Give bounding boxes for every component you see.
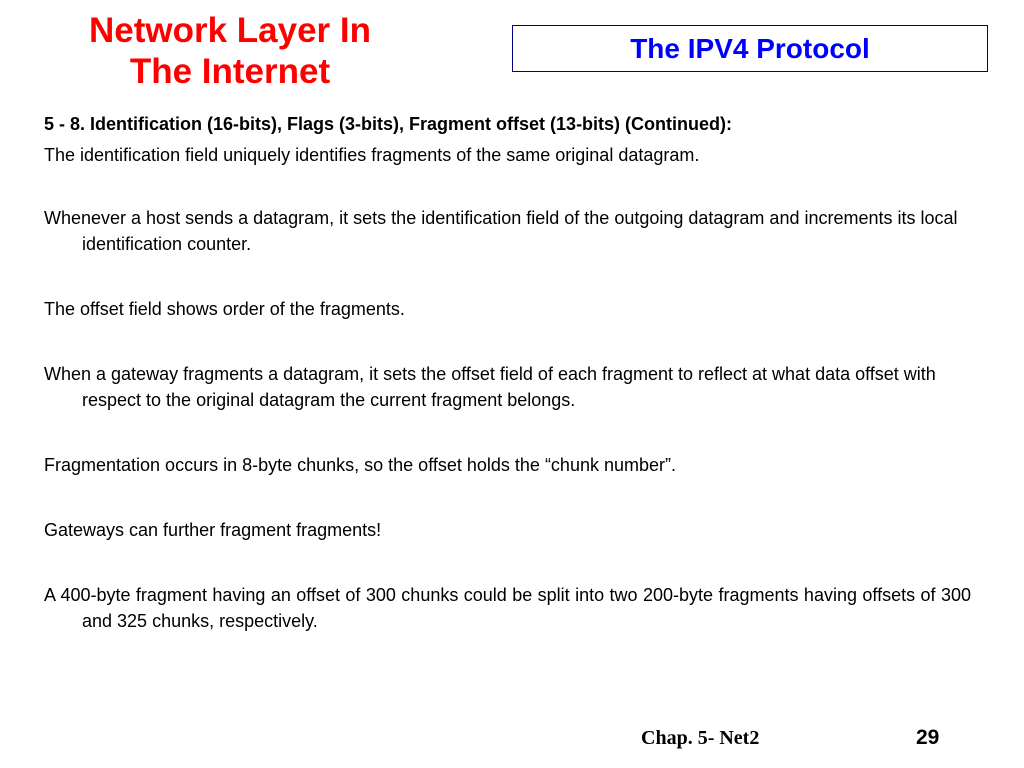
slide-body [44, 111, 971, 673]
section-heading: 5 - 8. Identification (16-bits), Flags (3-bits), Fragment offset (13-bits) (Continued): [44, 114, 733, 134]
slide-title-line-2: The Internet [129, 52, 331, 91]
paragraph-example: A 400-byte fragment having an offset of 300 chunks could be split into two 200-byte fragments having offsets of 300 and 325 chunks, respectively. [44, 585, 971, 631]
paragraph-further-fragment: Gateways can further fragment fragments! [44, 520, 382, 540]
slide-title [40, 10, 420, 92]
protocol-label-box [512, 25, 988, 72]
paragraph-gateway-fragments: When a gateway fragments a datagram, it sets the offset field of each fragment to reflect at what data offset with respect to the original datagram the current fragment belongs. [44, 364, 936, 410]
paragraph-chunks: Fragmentation occurs in 8-byte chunks, so the offset holds the “chunk number”. [44, 455, 676, 475]
footer-chapter: Chap. 5- Net2 [641, 727, 760, 749]
slide-title-line-1: Network Layer In [88, 11, 372, 50]
paragraph-identification: The identification field uniquely identifies fragments of the same original datagram. [44, 145, 700, 165]
page-number: 29 [916, 726, 940, 749]
paragraph-offset-order: The offset field shows order of the fragments. [44, 299, 405, 319]
paragraph-host-sends: Whenever a host sends a datagram, it sets the identification field of the outgoing datagram and increments its local identification counter. [44, 208, 958, 254]
protocol-label: The IPV4 Protocol [630, 32, 870, 64]
